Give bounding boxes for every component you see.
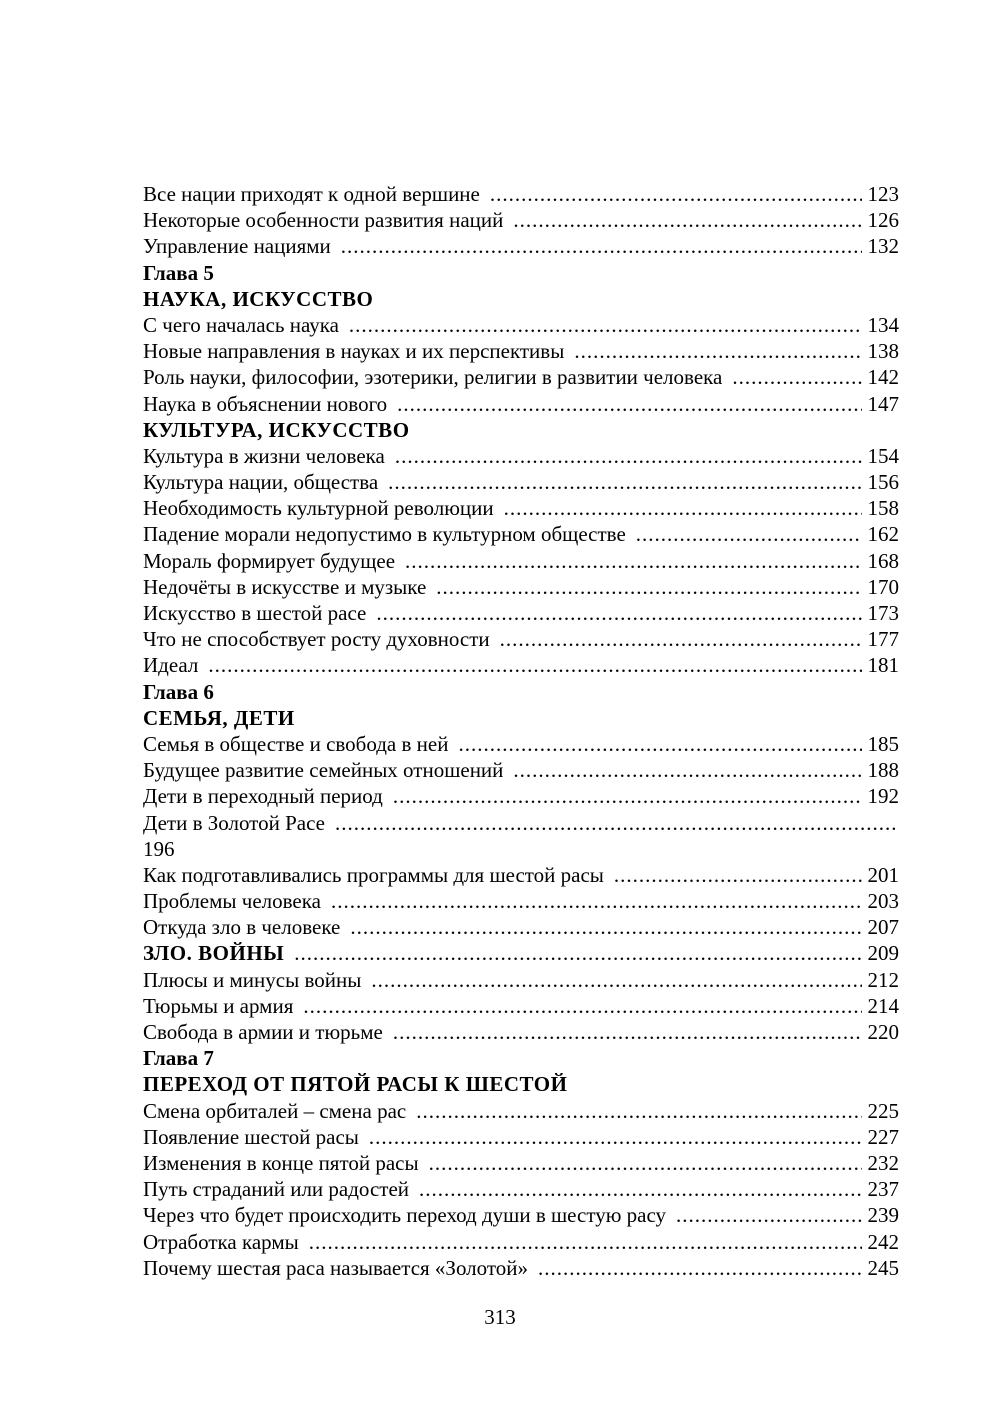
- toc-entry-title: Управление нациями: [143, 234, 331, 259]
- toc-entry-title: Откуда зло в человеке: [143, 915, 341, 940]
- toc-entry: [143, 1124, 899, 1150]
- toc-entry-page: 220: [867, 1020, 899, 1044]
- toc-entry-page: 156: [867, 470, 899, 495]
- toc-entry: [143, 810, 899, 836]
- toc-entry-title: Что не способствует росту духовности: [143, 627, 490, 652]
- toc-entry-page: 212: [867, 967, 899, 992]
- toc-entry: [143, 1150, 899, 1176]
- toc-entry: [143, 181, 899, 207]
- toc-entry-title: Идеал: [143, 653, 199, 678]
- toc-entry: [143, 1098, 899, 1124]
- toc-entry-page: 158: [867, 496, 899, 521]
- toc-entry: [143, 338, 899, 364]
- toc-entry-page: 225: [867, 1098, 899, 1123]
- page-number: 313: [484, 1305, 516, 1329]
- toc-entry-title: Изменения в конце пятой расы: [143, 1150, 419, 1175]
- dot-leader: [341, 233, 862, 259]
- toc-entry-page: 162: [867, 522, 899, 547]
- toc-entry-title: Недочёты в искусстве и музыке: [143, 574, 427, 599]
- section-heading-entry: [143, 940, 899, 966]
- dot-leader: [636, 521, 862, 547]
- toc-entry-page: 138: [867, 339, 899, 364]
- dot-leader: [397, 391, 861, 417]
- toc-entry-page: 134: [867, 312, 899, 337]
- dot-leader: [371, 967, 861, 993]
- toc-entry-title: Появление шестой расы: [143, 1124, 359, 1149]
- toc-entry-title: Дети в Золотой Расе: [143, 810, 325, 835]
- toc-entry: [143, 443, 899, 469]
- toc-entry-title: Как подготавливались программы для шестой расы: [143, 862, 604, 887]
- toc-entry: [143, 574, 899, 600]
- toc-entry-title: Путь страданий или радостей: [143, 1177, 410, 1202]
- dot-leader: [490, 181, 862, 207]
- toc-entry-page: 173: [867, 601, 899, 625]
- toc-entry-page: 181: [867, 653, 899, 678]
- toc-entry-title: Наука в объяснении нового: [143, 391, 388, 416]
- toc-entry-page: 237: [867, 1177, 899, 1202]
- dot-leader: [504, 495, 862, 521]
- toc-entry-title: Через что будет происходить переход души в шестую расу: [143, 1203, 667, 1228]
- toc-entry-title: Проблемы человека: [143, 889, 321, 914]
- toc-entry: [143, 1255, 899, 1281]
- toc-entry-title: Необходимость культурной революции: [143, 496, 494, 521]
- toc-entry-title: Все нации приходят к одной вершине: [143, 182, 480, 206]
- toc-entry: [143, 495, 899, 521]
- toc-entry-title: Будущее развитие семейных отношений: [143, 758, 504, 783]
- toc-entry: [143, 652, 899, 678]
- toc-entry-title: Свобода в армии и тюрьме: [143, 1020, 383, 1044]
- dot-leader: [500, 626, 862, 652]
- toc-entry: [143, 1202, 899, 1228]
- dot-leader: [513, 757, 861, 783]
- toc-entry-page: 239: [867, 1203, 899, 1228]
- toc-entry-page: 177: [867, 627, 899, 652]
- chapter-label: Глава 6: [143, 679, 214, 704]
- toc-entry-page: 188: [867, 758, 899, 783]
- dot-leader: [294, 940, 861, 966]
- dot-leader: [676, 1202, 861, 1228]
- toc-entry-title: Роль науки, философии, эзотерики, религии в развитии человека: [143, 365, 723, 390]
- toc-entry-page: 126: [867, 208, 899, 233]
- dot-leader: [429, 1150, 862, 1176]
- toc-entry-title: Отработка кармы: [143, 1229, 299, 1254]
- section-heading: СЕМЬЯ, ДЕТИ: [143, 705, 295, 730]
- dot-leader: [376, 600, 861, 626]
- toc-entry-page: 168: [867, 548, 899, 573]
- dot-leader: [331, 888, 862, 914]
- toc-entry: [143, 757, 899, 783]
- toc-entry: [143, 521, 899, 547]
- dot-leader: [388, 469, 861, 495]
- dot-leader: [458, 731, 861, 757]
- toc-entry-title: Культура нации, общества: [143, 470, 379, 495]
- toc-entry-page: 196: [143, 836, 175, 861]
- toc-entry: [143, 967, 899, 993]
- toc-entry-title: Почему шестая раса называется «Золотой»: [143, 1255, 529, 1280]
- toc-entry-title: Дети в переходный период: [143, 784, 383, 809]
- toc-entry-title: Смена орбиталей – смена рас: [143, 1098, 407, 1123]
- toc-entry: [143, 626, 899, 652]
- toc-entry-page: 245: [867, 1255, 899, 1280]
- toc-entry-title: Искусство в шестой расе: [143, 601, 367, 625]
- toc-entry: [143, 469, 899, 495]
- toc-entry-page: 192: [867, 784, 899, 809]
- toc-entry: [143, 391, 899, 417]
- toc-entry: [143, 548, 899, 574]
- toc-entry-page: 242: [867, 1229, 899, 1254]
- dot-leader: [208, 652, 861, 678]
- toc-entry-page: 201: [867, 862, 899, 887]
- toc-entry-page: 147: [867, 391, 899, 416]
- toc-entry: [143, 888, 899, 914]
- dot-leader: [395, 443, 862, 469]
- toc-entry-title: Некоторые особенности развития наций: [143, 208, 504, 233]
- dot-leader: [732, 364, 861, 390]
- dot-leader: [436, 574, 861, 600]
- dot-leader: [405, 548, 861, 574]
- toc-entry: [143, 312, 899, 338]
- toc-entry: [143, 862, 899, 888]
- dot-leader: [309, 1229, 862, 1255]
- toc-entry-title: Семья в обществе и свобода в ней: [143, 731, 449, 756]
- dot-leader: [393, 1019, 862, 1045]
- dot-leader: [614, 862, 862, 888]
- toc-entry-page: 132: [867, 234, 899, 259]
- toc-entry-title: Культура в жизни человека: [143, 443, 385, 468]
- toc-entry: [143, 207, 899, 233]
- toc-entry: [143, 1019, 899, 1045]
- chapter-label: Глава 5: [143, 260, 214, 285]
- toc-entry-page: 185: [867, 731, 899, 756]
- toc-entry: [143, 731, 899, 757]
- toc-entry: [143, 914, 899, 940]
- toc-entry-page: 227: [867, 1124, 899, 1149]
- dot-leader: [335, 810, 895, 836]
- dot-leader: [416, 1098, 861, 1124]
- toc-entry: [143, 600, 899, 626]
- toc-entry: [143, 233, 899, 259]
- toc-entry-title: Мораль формирует будущее: [143, 548, 396, 573]
- toc-entry-page: 142: [867, 365, 899, 390]
- toc-entry-title: Новые направления в науках и их перспективы: [143, 339, 565, 364]
- dot-leader: [303, 993, 861, 1019]
- table-of-contents: [143, 181, 899, 1281]
- toc-entry: [143, 783, 899, 809]
- toc-entry-page: 203: [867, 889, 899, 914]
- dot-leader: [574, 338, 861, 364]
- toc-entry-page: 214: [867, 993, 899, 1018]
- toc-entry: [143, 993, 899, 1019]
- toc-entry-page: 123: [867, 182, 899, 206]
- toc-entry-title: С чего началась наука: [143, 312, 339, 337]
- dot-leader: [350, 914, 861, 940]
- section-heading: КУЛЬТУРА, ИСКУССТВО: [143, 417, 410, 442]
- toc-entry-title: Плюсы и минусы войны: [143, 967, 362, 992]
- toc-entry-page: 207: [867, 915, 899, 940]
- dot-leader: [538, 1255, 861, 1281]
- toc-entry-page: 170: [867, 574, 899, 599]
- dot-leader: [349, 312, 862, 338]
- chapter-label: Глава 7: [143, 1046, 214, 1071]
- toc-entry: [143, 364, 899, 390]
- toc-entry-page: 154: [867, 443, 899, 468]
- section-heading: ПЕРЕХОД ОТ ПЯТОЙ РАСЫ К ШЕСТОЙ: [143, 1072, 568, 1097]
- toc-entry-title: Падение морали недопустимо в культурном обществе: [143, 522, 626, 547]
- toc-entry-page: 232: [867, 1150, 899, 1175]
- dot-leader: [369, 1124, 862, 1150]
- section-heading: ЗЛО. ВОЙНЫ: [143, 941, 285, 966]
- section-heading: НАУКА, ИСКУССТВО: [143, 286, 374, 311]
- toc-entry: [143, 1229, 899, 1255]
- toc-entry: [143, 1176, 899, 1202]
- toc-entry-page: 209: [867, 941, 899, 966]
- dot-leader: [393, 783, 862, 809]
- toc-entry-title: Тюрьмы и армия: [143, 993, 294, 1018]
- dot-leader: [513, 207, 861, 233]
- dot-leader: [419, 1176, 861, 1202]
